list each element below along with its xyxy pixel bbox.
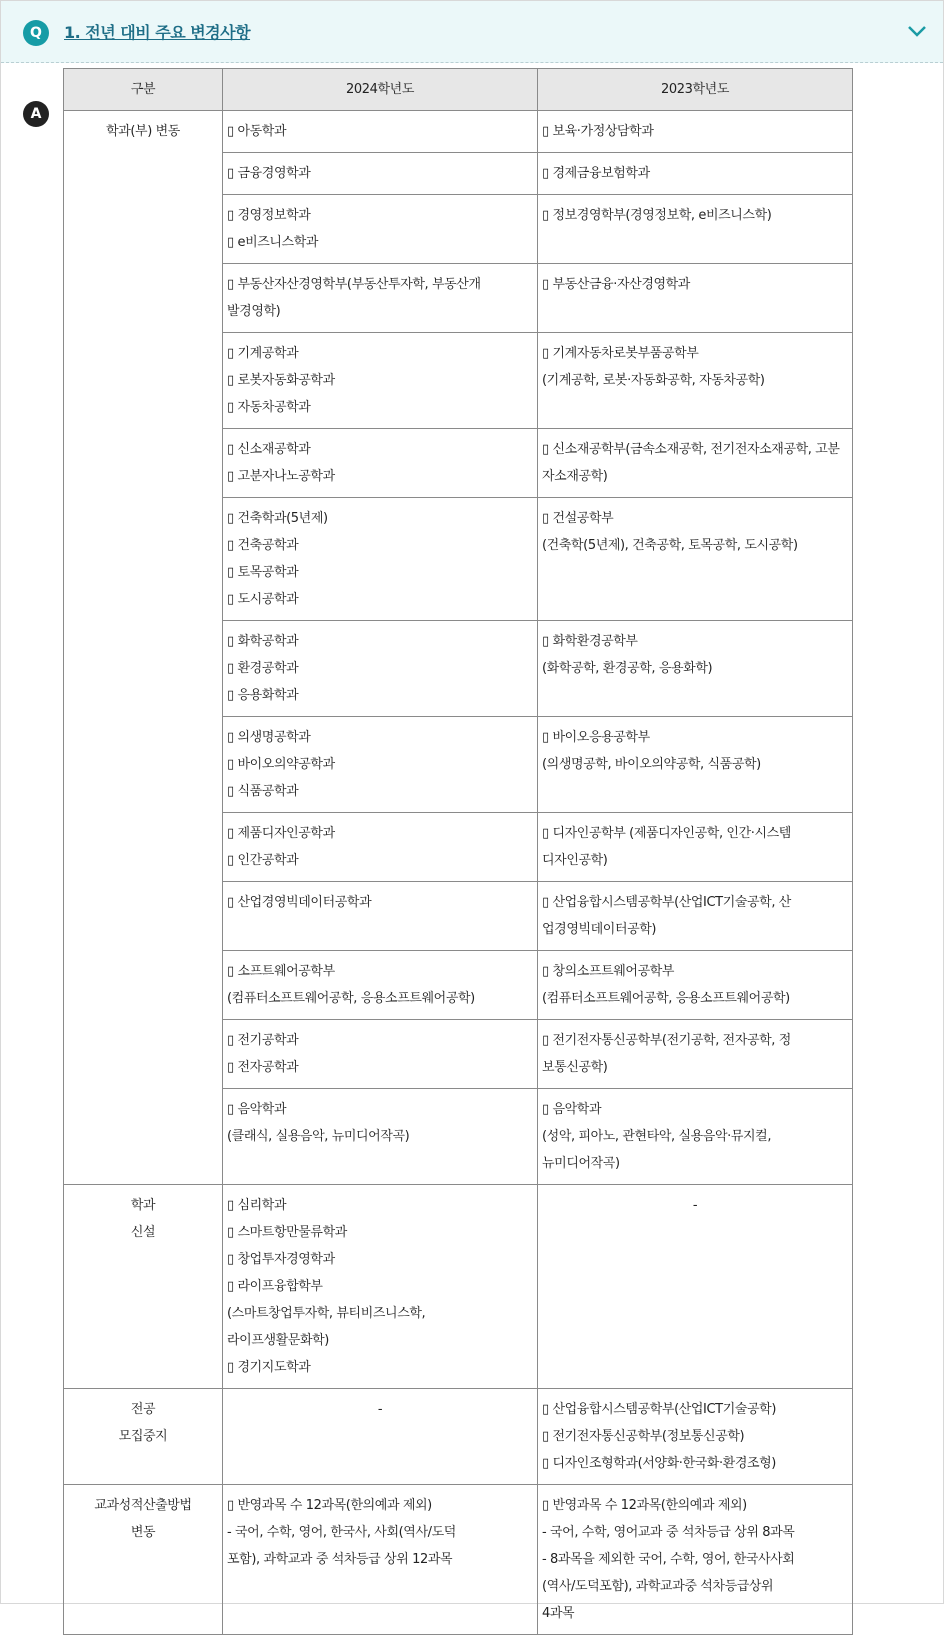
cell-line: ▯ 건축학과(5년제) — [227, 511, 328, 526]
cell-line: 포함), 과학교과 중 석차등급 상위 12과목 — [227, 1552, 453, 1567]
cell-line: ▯ e비즈니스학과 — [227, 235, 319, 250]
cell-line: 학과 — [130, 1198, 156, 1213]
cell-2023 — [538, 621, 853, 717]
cell-2023 — [538, 882, 853, 951]
cell-line: ▯ 부동산금융·자산경영학과 — [542, 277, 690, 292]
cell-2023 — [538, 429, 853, 498]
cell-2023 — [538, 498, 853, 621]
cell-2023 — [538, 1020, 853, 1089]
cell-line: (컴퓨터소프트웨어공학, 응용소프트웨어공학) — [227, 991, 475, 1006]
cell-2024 — [223, 111, 538, 153]
cell-line: ▯ 산업경영빅데이터공학과 — [227, 895, 372, 910]
cell-line: ▯ 반영과목 수 12과목(한의예과 제외) — [542, 1498, 747, 1513]
cell-line: ▯ 스마트항만물류학과 — [227, 1225, 347, 1240]
cell-line: ▯ 화학공학과 — [227, 634, 299, 649]
cell-line: ▯ 로봇자동화공학과 — [227, 373, 335, 388]
cell-line: ▯ 기계공학과 — [227, 346, 299, 361]
table-row — [64, 1185, 853, 1389]
cell-line: ▯ 보육·가정상담학과 — [542, 124, 654, 139]
cell-line: - — [692, 1198, 698, 1213]
cell-line: - 8과목을 제외한 국어, 수학, 영어, 한국사사회 — [542, 1552, 795, 1567]
category-cell — [64, 111, 223, 1185]
cell-line: ▯ 경제금융보험학과 — [542, 166, 650, 181]
cell-line: ▯ 부동산자산경영학부(부동산투자학, 부동산개 — [227, 277, 481, 292]
table-row — [64, 111, 853, 153]
cell-line: ▯ 반영과목 수 12과목(한의예과 제외) — [227, 1498, 432, 1513]
cell-2023 — [538, 717, 853, 813]
category-cell — [64, 1185, 223, 1389]
cell-2023 — [538, 1485, 853, 1635]
cell-line: (컴퓨터소프트웨어공학, 응용소프트웨어공학) — [542, 991, 790, 1006]
cell-2023 — [538, 1089, 853, 1185]
cell-2023 — [538, 951, 853, 1020]
cell-2024 — [223, 1020, 538, 1089]
cell-line: 신설 — [130, 1225, 156, 1240]
cell-line: ▯ 산업융합시스템공학부(산업ICT기술공학) — [542, 1402, 777, 1417]
cell-line: ▯ 전기전자통신공학부(정보통신공학) — [542, 1429, 745, 1444]
col-header-2024: 2024학년도 — [223, 69, 538, 111]
cell-line: ▯ 신소재공학부(금속소재공학, 전기전자소재공학, 고분 — [542, 442, 840, 457]
cell-line: (역사/도덕포함), 과학교과중 석차등급상위 — [542, 1579, 774, 1594]
cell-2024 — [223, 1485, 538, 1635]
cell-2023 — [538, 813, 853, 882]
cell-2024 — [223, 264, 538, 333]
cell-line: ▯ 바이오응용공학부 — [542, 730, 650, 745]
cell-line: (성악, 피아노, 관현타악, 실용음악·뮤지컬, — [542, 1129, 772, 1144]
cell-line: ▯ 응용화학과 — [227, 688, 299, 703]
cell-line: ▯ 건설공학부 — [542, 511, 614, 526]
cell-2024 — [223, 882, 538, 951]
cell-line: 변동 — [130, 1525, 156, 1540]
cell-2024 — [223, 429, 538, 498]
cell-line: ▯ 디자인공학부 (제품디자인공학, 인간·시스템 — [542, 826, 791, 841]
cell-line: ▯ 라이프융합학부 — [227, 1279, 323, 1294]
cell-line: ▯ 전기공학과 — [227, 1033, 299, 1048]
cell-line: - — [377, 1402, 383, 1417]
col-header-2023: 2023학년도 — [538, 69, 853, 111]
cell-line: ▯ 의생명공학과 — [227, 730, 311, 745]
category-cell — [64, 1389, 223, 1485]
cell-line: ▯ 신소재공학과 — [227, 442, 311, 457]
cell-line: ▯ 전자공학과 — [227, 1060, 299, 1075]
cell-2023 — [538, 111, 853, 153]
cell-line: ▯ 기계자동차로봇부품공학부 — [542, 346, 699, 361]
cell-line: ▯ 고분자나노공학과 — [227, 469, 335, 484]
cell-line: ▯ 경영정보학과 — [227, 208, 311, 223]
cell-2024 — [223, 951, 538, 1020]
cell-line: ▯ 음악학과 — [542, 1102, 602, 1117]
cell-line: ▯ 산업융합시스템공학부(산업ICT기술공학, 산 — [542, 895, 791, 910]
cell-line: ▯ 음악학과 — [227, 1102, 287, 1117]
cell-line: (건축학(5년제), 건축공학, 토목공학, 도시공학) — [542, 538, 798, 553]
cell-line: ▯ 식품공학과 — [227, 784, 299, 799]
cell-2023 — [538, 1185, 853, 1389]
cell-2023 — [538, 195, 853, 264]
cell-line: 뉴미디어작곡) — [542, 1156, 620, 1171]
cell-line: ▯ 경기지도학과 — [227, 1360, 311, 1375]
cell-line: 보통신공학) — [542, 1060, 608, 1075]
cell-2024 — [223, 195, 538, 264]
cell-line: 4과목 — [542, 1606, 575, 1621]
cell-line: ▯ 토목공학과 — [227, 565, 299, 580]
cell-line: 발경영학) — [227, 304, 281, 319]
category-cell — [64, 1485, 223, 1635]
cell-2024 — [223, 621, 538, 717]
cell-line: ▯ 도시공학과 — [227, 592, 299, 607]
cell-line: ▯ 창의소프트웨어공학부 — [542, 964, 675, 979]
cell-line: (클래식, 실용음악, 뉴미디어작곡) — [227, 1129, 410, 1144]
cell-line: ▯ 자동차공학과 — [227, 400, 311, 415]
table-header-row — [64, 69, 853, 111]
question-header[interactable] — [1, 1, 943, 63]
cell-2023 — [538, 1389, 853, 1485]
cell-line: (기계공학, 로봇·자동화공학, 자동차공학) — [542, 373, 765, 388]
cell-line: ▯ 인간공학과 — [227, 853, 299, 868]
cell-line: ▯ 창업투자경영학과 — [227, 1252, 335, 1267]
cell-line: 라이프생활문화학) — [227, 1333, 329, 1348]
cell-2024 — [223, 1185, 538, 1389]
cell-2024 — [223, 153, 538, 195]
cell-2024 — [223, 717, 538, 813]
cell-line: ▯ 화학환경공학부 — [542, 634, 638, 649]
cell-line: ▯ 정보경영학부(경영정보학, e비즈니스학) — [542, 208, 772, 223]
cell-2024 — [223, 813, 538, 882]
cell-2024 — [223, 1089, 538, 1185]
cell-2024 — [223, 1389, 538, 1485]
cell-line: ▯ 디자인조형학과(서양화·한국화·환경조형) — [542, 1456, 776, 1471]
cell-line: 디자인공학) — [542, 853, 608, 868]
cell-line: 모집중지 — [118, 1429, 168, 1444]
changes-table — [63, 68, 853, 1635]
cell-line: - 국어, 수학, 영어교과 중 석차등급 상위 8과목 — [542, 1525, 795, 1540]
cell-line: (화학공학, 환경공학, 응용화학) — [542, 661, 713, 676]
col-header-category: 구분 — [64, 69, 223, 111]
cell-line: (스마트창업투자학, 뷰티비즈니스학, — [227, 1306, 426, 1321]
cell-line: 업경영빅데이터공학) — [542, 922, 657, 937]
cell-line: (의생명공학, 바이오의약공학, 식품공학) — [542, 757, 761, 772]
cell-line: 학과(부) 변동 — [106, 124, 180, 139]
cell-2023 — [538, 333, 853, 429]
answer-badge: A — [23, 101, 49, 127]
cell-2024 — [223, 498, 538, 621]
cell-2023 — [538, 153, 853, 195]
cell-line: - 국어, 수학, 영어, 한국사, 사회(역사/도덕 — [227, 1525, 456, 1540]
question-badge: Q — [23, 20, 49, 46]
table-row — [64, 1485, 853, 1635]
chevron-down-icon[interactable] — [905, 19, 929, 43]
cell-line: ▯ 금융경영학과 — [227, 166, 311, 181]
cell-line: ▯ 제품디자인공학과 — [227, 826, 335, 841]
cell-2024 — [223, 333, 538, 429]
cell-line: 전공 — [130, 1402, 156, 1417]
cell-line: ▯ 전기전자통신공학부(전기공학, 전자공학, 정 — [542, 1033, 791, 1048]
table-row — [64, 1389, 853, 1485]
cell-line: ▯ 건축공학과 — [227, 538, 299, 553]
cell-line: ▯ 심리학과 — [227, 1198, 287, 1213]
cell-line: ▯ 소프트웨어공학부 — [227, 964, 335, 979]
cell-line: ▯ 환경공학과 — [227, 661, 299, 676]
cell-line: ▯ 아동학과 — [227, 124, 287, 139]
cell-line: 교과성적산출방법 — [94, 1498, 192, 1513]
question-title-link[interactable]: 1. 전년 대비 주요 변경사항 — [64, 23, 251, 42]
cell-line: 자소재공학) — [542, 469, 608, 484]
cell-2023 — [538, 264, 853, 333]
cell-line: ▯ 바이오의약공학과 — [227, 757, 335, 772]
